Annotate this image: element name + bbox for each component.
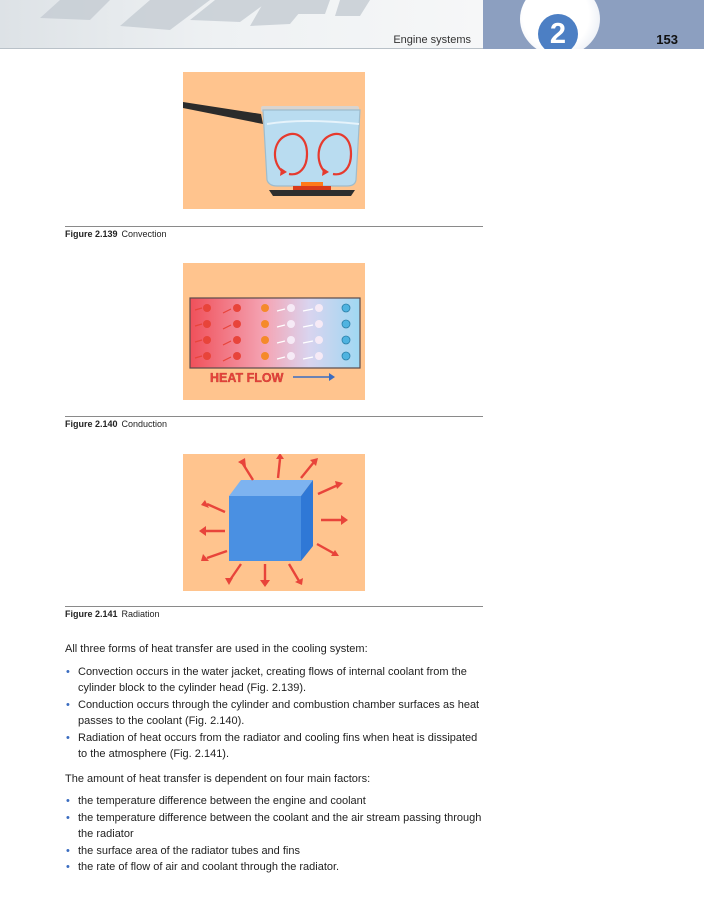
figure-label: Figure 2.140 bbox=[65, 419, 118, 429]
figure-caption-2-139 bbox=[65, 229, 167, 239]
convection-diagram bbox=[183, 72, 365, 209]
chapter-number: 2 bbox=[538, 14, 578, 49]
pan-handle bbox=[183, 102, 263, 124]
figure-title: Conduction bbox=[121, 419, 168, 429]
cube-top bbox=[229, 480, 313, 496]
conduction-bar bbox=[190, 298, 360, 368]
factors-intro: The amount of heat transfer is dependent on four main factors: bbox=[65, 772, 371, 785]
factors-list bbox=[65, 793, 483, 876]
bullet-icon: • bbox=[66, 861, 70, 873]
header-rule bbox=[0, 48, 483, 49]
bullet-icon: • bbox=[66, 731, 70, 744]
bullet-icon: • bbox=[66, 811, 70, 824]
body-text bbox=[65, 641, 483, 884]
figure-caption-2-140 bbox=[65, 419, 167, 429]
cube-front bbox=[229, 496, 301, 561]
conduction-figure bbox=[183, 263, 365, 400]
figure-title: Convection bbox=[121, 229, 167, 239]
caption-rule bbox=[65, 416, 483, 417]
list-item: • the surface area of the radiator tubes and fins bbox=[65, 843, 483, 860]
convection-figure bbox=[183, 72, 365, 209]
bullet-icon: • bbox=[66, 665, 70, 678]
list-item: • the temperature difference between the coolant and the air stream passing through the radiator bbox=[66, 811, 482, 840]
section-title: Engine systems bbox=[393, 34, 471, 46]
radiation-figure bbox=[183, 454, 365, 591]
bullet-icon: • bbox=[66, 795, 70, 807]
bullet-icon: • bbox=[66, 698, 70, 711]
radiation-diagram bbox=[183, 454, 365, 591]
figure-label: Figure 2.141 bbox=[65, 609, 118, 619]
forms-intro: All three forms of heat transfer are used in the cooling system: bbox=[65, 643, 368, 655]
list-item: • the rate of flow of air and coolant through the radiator. bbox=[65, 859, 483, 876]
forms-list bbox=[65, 664, 483, 763]
figure-caption-2-141 bbox=[65, 609, 160, 619]
caption-rule bbox=[65, 606, 483, 607]
page-number: 153 bbox=[656, 32, 678, 47]
caption-rule bbox=[65, 226, 483, 227]
heat-flow-label: HEAT FLOW bbox=[210, 371, 284, 385]
figure-label: Figure 2.139 bbox=[65, 229, 118, 239]
figure-title: Radiation bbox=[121, 609, 160, 619]
conduction-diagram bbox=[183, 263, 365, 400]
burner bbox=[269, 190, 355, 196]
list-item: • Conduction occurs through the cylinder and combustion chamber surfaces as heat passes to the coolant (Fig. 2.140). bbox=[66, 698, 480, 727]
list-item: • Radiation of heat occurs from the radiator and cooling fins when heat is dissipated to the atmosphere (Fig. 2.141). bbox=[66, 731, 478, 760]
list-item: • the temperature difference between the engine and coolant bbox=[65, 793, 483, 810]
list-item: • Convection occurs in the water jacket, creating flows of internal coolant from the cylinder block to the cylinder head (Fig. 2.139). bbox=[66, 665, 467, 694]
bullet-icon: • bbox=[66, 844, 70, 857]
